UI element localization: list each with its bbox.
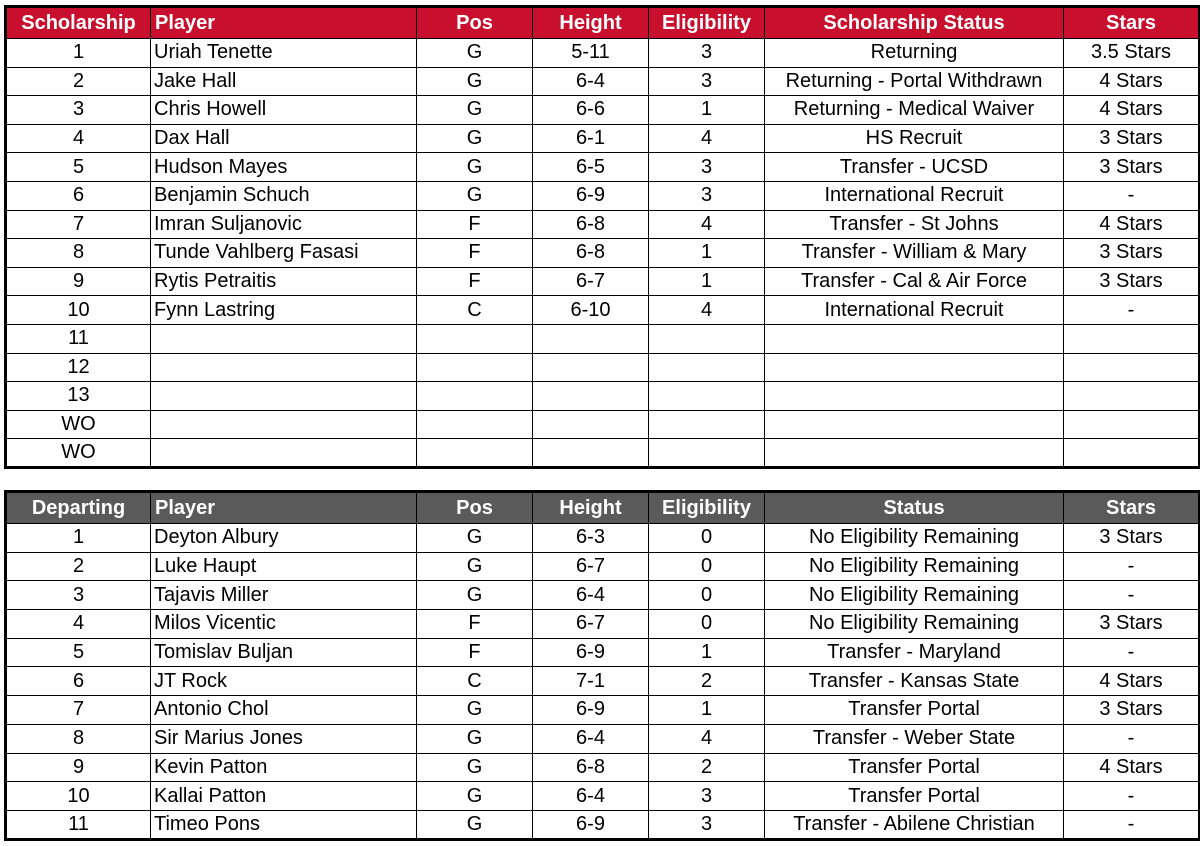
table-row (6, 753, 1200, 782)
cell-eligibility: 2 (649, 667, 765, 696)
scholarship-table (4, 5, 1200, 469)
cell-stars (1064, 382, 1200, 411)
table-row (6, 610, 1200, 639)
cell-status: Returning - Medical Waiver (765, 96, 1064, 125)
cell-number: WO (6, 410, 151, 439)
cell-height (533, 439, 649, 468)
cell-pos: G (417, 124, 533, 153)
cell-pos: G (417, 96, 533, 125)
cell-number: 8 (6, 239, 151, 268)
cell-number: 11 (6, 324, 151, 353)
cell-status: Transfer - St Johns (765, 210, 1064, 239)
header-status: Scholarship Status (765, 7, 1064, 39)
cell-player: Tomislav Buljan (151, 638, 417, 667)
cell-pos (417, 439, 533, 468)
cell-height: 6-8 (533, 210, 649, 239)
cell-eligibility (649, 439, 765, 468)
cell-pos: G (417, 39, 533, 68)
cell-eligibility: 3 (649, 67, 765, 96)
cell-eligibility (649, 382, 765, 411)
cell-player (151, 410, 417, 439)
cell-eligibility: 4 (649, 210, 765, 239)
cell-status: Transfer - William & Mary (765, 239, 1064, 268)
cell-stars: - (1064, 638, 1200, 667)
cell-number: 5 (6, 153, 151, 182)
cell-status: Transfer Portal (765, 753, 1064, 782)
cell-height (533, 382, 649, 411)
cell-stars (1064, 324, 1200, 353)
cell-height: 6-1 (533, 124, 649, 153)
cell-number: 7 (6, 696, 151, 725)
cell-height: 6-5 (533, 153, 649, 182)
cell-eligibility: 3 (649, 39, 765, 68)
cell-player: Benjamin Schuch (151, 181, 417, 210)
cell-number: 4 (6, 124, 151, 153)
cell-status: No Eligibility Remaining (765, 552, 1064, 581)
cell-player: Dax Hall (151, 124, 417, 153)
cell-player: Chris Howell (151, 96, 417, 125)
cell-pos: F (417, 239, 533, 268)
cell-pos: G (417, 181, 533, 210)
cell-height: 6-3 (533, 524, 649, 553)
table-row (6, 410, 1200, 439)
cell-height: 6-7 (533, 267, 649, 296)
cell-pos: G (417, 724, 533, 753)
cell-status: No Eligibility Remaining (765, 581, 1064, 610)
cell-height: 5-11 (533, 39, 649, 68)
cell-player (151, 382, 417, 411)
cell-pos: G (417, 153, 533, 182)
cell-stars: 4 Stars (1064, 210, 1200, 239)
cell-stars: 3 Stars (1064, 153, 1200, 182)
cell-eligibility: 1 (649, 239, 765, 268)
cell-eligibility (649, 324, 765, 353)
cell-eligibility: 1 (649, 638, 765, 667)
table-row (6, 810, 1200, 839)
cell-number: 3 (6, 96, 151, 125)
cell-eligibility (649, 353, 765, 382)
cell-eligibility: 2 (649, 753, 765, 782)
cell-number: 1 (6, 524, 151, 553)
cell-status: No Eligibility Remaining (765, 524, 1064, 553)
cell-number: 10 (6, 296, 151, 325)
cell-player (151, 439, 417, 468)
cell-number: 2 (6, 552, 151, 581)
cell-status: Transfer - Kansas State (765, 667, 1064, 696)
cell-number: 11 (6, 810, 151, 839)
cell-stars: - (1064, 724, 1200, 753)
cell-status (765, 410, 1064, 439)
cell-pos: G (417, 753, 533, 782)
cell-height: 6-4 (533, 724, 649, 753)
cell-player (151, 353, 417, 382)
cell-player: Deyton Albury (151, 524, 417, 553)
cell-pos: F (417, 267, 533, 296)
cell-player: Jake Hall (151, 67, 417, 96)
header-row (6, 492, 1200, 524)
table-row (6, 724, 1200, 753)
cell-number: 6 (6, 181, 151, 210)
header-pos: Pos (417, 492, 533, 524)
cell-player: Timeo Pons (151, 810, 417, 839)
header-player: Player (151, 492, 417, 524)
cell-height: 6-4 (533, 67, 649, 96)
cell-status (765, 324, 1064, 353)
cell-stars: - (1064, 782, 1200, 811)
header-height: Height (533, 492, 649, 524)
cell-eligibility: 3 (649, 810, 765, 839)
table-row (6, 782, 1200, 811)
cell-eligibility: 1 (649, 267, 765, 296)
cell-pos: C (417, 667, 533, 696)
cell-number: 10 (6, 782, 151, 811)
cell-number: 2 (6, 67, 151, 96)
cell-number: 3 (6, 581, 151, 610)
cell-player: Tunde Vahlberg Fasasi (151, 239, 417, 268)
cell-height: 6-9 (533, 181, 649, 210)
cell-player: Sir Marius Jones (151, 724, 417, 753)
cell-player: Kallai Patton (151, 782, 417, 811)
cell-number: 4 (6, 610, 151, 639)
cell-height: 6-8 (533, 239, 649, 268)
departing-table (4, 490, 1200, 841)
cell-eligibility: 3 (649, 782, 765, 811)
header-number: Departing (6, 492, 151, 524)
cell-status: Returning (765, 39, 1064, 68)
cell-height: 6-8 (533, 753, 649, 782)
cell-pos: C (417, 296, 533, 325)
cell-eligibility: 4 (649, 124, 765, 153)
cell-stars: 3 Stars (1064, 124, 1200, 153)
cell-stars: 4 Stars (1064, 67, 1200, 96)
cell-pos: F (417, 610, 533, 639)
table-row (6, 524, 1200, 553)
cell-pos: G (417, 581, 533, 610)
cell-stars: - (1064, 296, 1200, 325)
cell-pos: G (417, 524, 533, 553)
cell-height: 6-7 (533, 552, 649, 581)
cell-number: 8 (6, 724, 151, 753)
cell-height (533, 353, 649, 382)
cell-height (533, 324, 649, 353)
cell-stars: - (1064, 181, 1200, 210)
header-player: Player (151, 7, 417, 39)
header-status: Status (765, 492, 1064, 524)
cell-height: 6-9 (533, 810, 649, 839)
cell-status: Transfer - UCSD (765, 153, 1064, 182)
cell-pos: G (417, 782, 533, 811)
cell-stars: - (1064, 581, 1200, 610)
cell-pos: F (417, 210, 533, 239)
cell-eligibility (649, 410, 765, 439)
table-row (6, 667, 1200, 696)
cell-stars (1064, 439, 1200, 468)
table-row (6, 181, 1200, 210)
cell-number: 5 (6, 638, 151, 667)
table-row (6, 382, 1200, 411)
cell-height: 6-4 (533, 782, 649, 811)
cell-pos: G (417, 552, 533, 581)
cell-status: Transfer - Weber State (765, 724, 1064, 753)
cell-eligibility: 0 (649, 581, 765, 610)
cell-status: Transfer Portal (765, 696, 1064, 725)
cell-eligibility: 1 (649, 96, 765, 125)
table-row (6, 124, 1200, 153)
cell-stars: 3 Stars (1064, 696, 1200, 725)
cell-status: Transfer - Abilene Christian (765, 810, 1064, 839)
cell-player: Rytis Petraitis (151, 267, 417, 296)
cell-player: Kevin Patton (151, 753, 417, 782)
cell-pos (417, 410, 533, 439)
cell-player: Imran Suljanovic (151, 210, 417, 239)
cell-stars: 3 Stars (1064, 610, 1200, 639)
cell-player: Uriah Tenette (151, 39, 417, 68)
cell-stars: 4 Stars (1064, 96, 1200, 125)
cell-number: 9 (6, 267, 151, 296)
header-eligibility: Eligibility (649, 7, 765, 39)
cell-player: Fynn Lastring (151, 296, 417, 325)
table-row (6, 210, 1200, 239)
cell-pos: G (417, 810, 533, 839)
table-row (6, 296, 1200, 325)
cell-status: Returning - Portal Withdrawn (765, 67, 1064, 96)
cell-status: HS Recruit (765, 124, 1064, 153)
cell-status: International Recruit (765, 181, 1064, 210)
table-row (6, 439, 1200, 468)
cell-stars: 3 Stars (1064, 239, 1200, 268)
cell-number: 7 (6, 210, 151, 239)
cell-height: 6-9 (533, 696, 649, 725)
table-row (6, 696, 1200, 725)
cell-player: Antonio Chol (151, 696, 417, 725)
table-row (6, 67, 1200, 96)
cell-stars: 3 Stars (1064, 267, 1200, 296)
cell-status: Transfer - Cal & Air Force (765, 267, 1064, 296)
cell-eligibility: 3 (649, 181, 765, 210)
cell-stars: 3 Stars (1064, 524, 1200, 553)
cell-stars: - (1064, 552, 1200, 581)
cell-eligibility: 0 (649, 524, 765, 553)
header-height: Height (533, 7, 649, 39)
cell-stars (1064, 353, 1200, 382)
table-row (6, 324, 1200, 353)
cell-pos (417, 324, 533, 353)
cell-player: JT Rock (151, 667, 417, 696)
cell-number: WO (6, 439, 151, 468)
cell-stars: - (1064, 810, 1200, 839)
cell-height: 7-1 (533, 667, 649, 696)
header-eligibility: Eligibility (649, 492, 765, 524)
cell-height: 6-6 (533, 96, 649, 125)
header-number: Scholarship (6, 7, 151, 39)
cell-height: 6-9 (533, 638, 649, 667)
cell-number: 6 (6, 667, 151, 696)
cell-status (765, 353, 1064, 382)
cell-eligibility: 4 (649, 724, 765, 753)
table-row (6, 638, 1200, 667)
table-row (6, 267, 1200, 296)
cell-height: 6-4 (533, 581, 649, 610)
cell-status: No Eligibility Remaining (765, 610, 1064, 639)
cell-status (765, 439, 1064, 468)
header-row (6, 7, 1200, 39)
table-row (6, 581, 1200, 610)
cell-player: Luke Haupt (151, 552, 417, 581)
header-pos: Pos (417, 7, 533, 39)
cell-eligibility: 3 (649, 153, 765, 182)
cell-height (533, 410, 649, 439)
cell-stars: 3.5 Stars (1064, 39, 1200, 68)
cell-status: Transfer - Maryland (765, 638, 1064, 667)
cell-player: Hudson Mayes (151, 153, 417, 182)
cell-eligibility: 0 (649, 610, 765, 639)
cell-pos (417, 382, 533, 411)
table-row (6, 239, 1200, 268)
table-row (6, 353, 1200, 382)
cell-number: 12 (6, 353, 151, 382)
cell-eligibility: 1 (649, 696, 765, 725)
cell-status: International Recruit (765, 296, 1064, 325)
cell-stars: 4 Stars (1064, 667, 1200, 696)
cell-stars (1064, 410, 1200, 439)
cell-pos: F (417, 638, 533, 667)
cell-eligibility: 0 (649, 552, 765, 581)
cell-player (151, 324, 417, 353)
cell-player: Milos Vicentic (151, 610, 417, 639)
cell-stars: 4 Stars (1064, 753, 1200, 782)
table-row (6, 153, 1200, 182)
cell-height: 6-7 (533, 610, 649, 639)
cell-player: Tajavis Miller (151, 581, 417, 610)
cell-pos (417, 353, 533, 382)
table-row (6, 96, 1200, 125)
cell-number: 1 (6, 39, 151, 68)
table-row (6, 39, 1200, 68)
cell-status (765, 382, 1064, 411)
cell-pos: G (417, 67, 533, 96)
table-row (6, 552, 1200, 581)
cell-number: 13 (6, 382, 151, 411)
cell-pos: G (417, 696, 533, 725)
cell-eligibility: 4 (649, 296, 765, 325)
header-stars: Stars (1064, 492, 1200, 524)
cell-number: 9 (6, 753, 151, 782)
cell-height: 6-10 (533, 296, 649, 325)
header-stars: Stars (1064, 7, 1200, 39)
cell-status: Transfer Portal (765, 782, 1064, 811)
